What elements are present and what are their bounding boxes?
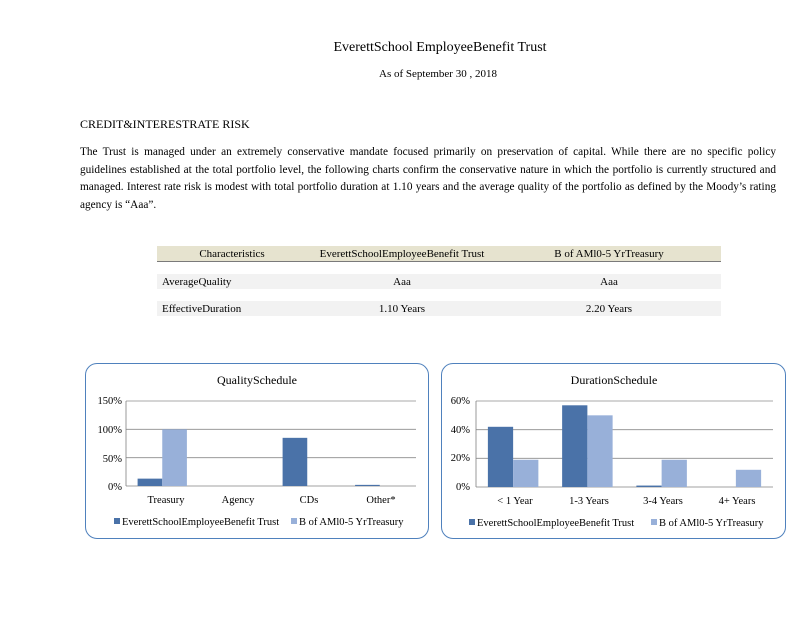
x-tick-label: 1-3 Years	[569, 496, 609, 507]
table-row	[157, 274, 721, 289]
bar	[513, 460, 538, 487]
x-tick-label: Other*	[366, 495, 396, 506]
bar	[636, 486, 661, 487]
x-tick-label: Agency	[221, 495, 255, 506]
y-tick-label: 150%	[97, 396, 122, 407]
chart-title: QualitySchedule	[217, 373, 297, 387]
quality-schedule-chart	[85, 363, 429, 539]
risk-paragraph: The Trust is managed under an extremely conservative mandate focused primarily on preservation of capital. While there are no specific policy guidelines established at the total portfolio level, the following charts confirm the conservative nature in which the portfolio is currently structured and managed. Interest rate risk is modest with total portfolio duration at 1.10 years and the average quality of the portfolio as defined by the Moody’s rating agency is “Aaa”.	[80, 146, 776, 211]
bar	[283, 438, 308, 486]
legend-label: B of AMl0-5 YrTreasury	[659, 518, 764, 529]
bar	[662, 460, 687, 487]
table-cell: EffectiveDuration	[157, 301, 307, 316]
bar	[562, 405, 587, 487]
y-tick-label: 0%	[456, 482, 470, 493]
y-tick-label: 20%	[450, 453, 470, 464]
bar	[162, 429, 187, 486]
legend-swatch-series2	[651, 519, 657, 525]
legend-swatch-series2	[291, 518, 297, 524]
characteristics-table	[157, 246, 721, 316]
legend-label: EverettSchoolEmployeeBenefit Trust	[477, 518, 635, 529]
x-tick-label: < 1 Year	[497, 496, 533, 507]
duration-chart-svg	[442, 364, 785, 538]
duration-schedule-chart	[441, 363, 786, 539]
table-header-cell: EverettSchoolEmployeeBenefit Trust	[307, 246, 497, 262]
bar	[587, 415, 612, 487]
legend-swatch-series1	[469, 519, 475, 525]
table-header-row	[157, 246, 721, 262]
table-cell: Aaa	[497, 274, 721, 289]
bar	[736, 470, 761, 487]
bar	[138, 479, 163, 486]
x-tick-label: 4+ Years	[718, 496, 756, 507]
page-title: EverettSchool EmployeeBenefit Trust	[333, 40, 547, 55]
table-row	[157, 301, 721, 316]
y-tick-label: 40%	[450, 425, 470, 436]
x-tick-label: CDs	[299, 495, 319, 506]
legend-label: EverettSchoolEmployeeBenefit Trust	[122, 517, 280, 528]
table-header-cell: Characteristics	[157, 246, 307, 262]
bar	[355, 485, 380, 486]
bar	[488, 427, 513, 487]
page-subtitle: As of September 30 , 2018	[379, 68, 497, 80]
x-tick-label: 3-4 Years	[643, 496, 683, 507]
table-cell: Aaa	[307, 274, 497, 289]
chart-title: DurationSchedule	[570, 373, 658, 387]
table-cell: 2.20 Years	[497, 301, 721, 316]
section-heading: CREDIT&INTERESTRATE RISK	[80, 117, 250, 131]
y-tick-label: 100%	[97, 425, 122, 436]
table-cell: 1.10 Years	[307, 301, 497, 316]
table-header-cell: B of AMl0-5 YrTreasury	[497, 246, 721, 262]
y-tick-label: 50%	[102, 454, 122, 465]
quality-chart-svg	[86, 364, 428, 538]
table-cell: AverageQuality	[157, 274, 307, 289]
legend-swatch-series1	[114, 518, 120, 524]
y-tick-label: 60%	[450, 396, 470, 407]
y-tick-label: 0%	[108, 482, 122, 493]
legend-label: B of AMl0-5 YrTreasury	[299, 517, 404, 528]
x-tick-label: Treasury	[147, 495, 185, 506]
